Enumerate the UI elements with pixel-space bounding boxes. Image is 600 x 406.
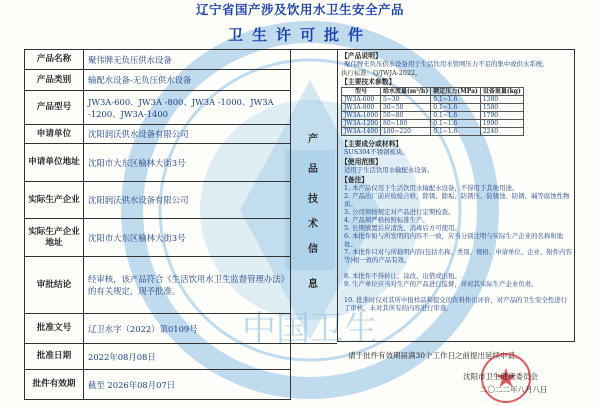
note-item: 6. 本批件如与所发明的内容不一致，应当分别注明与实际生产企业的名称和地址。	[344, 232, 564, 248]
label-product-model: 产品型号	[25, 91, 84, 124]
spec-cell: JW3A-1200	[342, 120, 381, 128]
spec-cell: 50~80	[381, 112, 431, 120]
document-subtitle: 卫生许可批件	[227, 26, 372, 44]
tech-label-char: 品	[308, 164, 318, 175]
label-approval-number: 批准文号	[25, 314, 84, 343]
row-approval-date	[25, 344, 290, 370]
product-desc-heading: 【产品说明】	[341, 52, 382, 60]
renewal-note: 请于批件有效期届满30个工作日之前提出延续申请。	[348, 351, 523, 360]
value-applicant: 沈阳润沃供水设备有限公司	[88, 129, 189, 139]
spec-col-header: 给水流量(m³/h)	[381, 88, 431, 96]
label-product-category: 产品类别	[25, 70, 84, 90]
row-applicant-address	[25, 144, 290, 182]
row-validity	[25, 370, 290, 399]
spec-cell: 0.1~1.6	[431, 128, 481, 136]
row-product-category	[25, 70, 290, 91]
spec-cell: 80~180	[381, 120, 431, 128]
note-item: 4. 产品须严格按照标准生产。	[344, 216, 429, 224]
spec-row	[342, 112, 524, 120]
spec-cell: 0.1~1.6	[431, 112, 481, 120]
value-product-name: 聚伟牌无负压供水设备	[88, 54, 172, 65]
approval-info-table	[24, 49, 291, 400]
note-item: 5. 长期放置后应清洗、消毒后方可使用。	[344, 224, 461, 232]
label-manufacturer: 实际生产企业	[25, 182, 84, 218]
spec-table	[341, 87, 524, 136]
tech-label-char: 术	[308, 219, 318, 230]
tech-label-char: 息	[308, 279, 318, 290]
issuing-authority: 沈阳市卫生健康委员会	[463, 372, 538, 381]
issue-date: 二〇二二年八月八日	[480, 385, 548, 394]
document-title: 辽宁省国产涉及饮用水卫生安全产品	[195, 2, 404, 17]
note-item: 9. 生产单位应当对生产的产品进行监督，并对其实际生产企业负责。	[344, 280, 538, 288]
spec-cell: 1580	[480, 104, 523, 112]
label-manufacturer-address: 实际生产企业地址	[25, 219, 84, 256]
spec-cell: 1380	[480, 96, 523, 104]
use-text: 适用于生活饮用水输配水设备。	[344, 166, 434, 174]
label-applicant: 申请单位	[25, 125, 84, 143]
spec-cell: 1990	[480, 120, 523, 128]
standard-text: 执行标准：Q/JWJA-2022。	[341, 69, 422, 77]
label-validity: 批件有效期	[25, 370, 84, 399]
value-review-conclusion: 经审核，该产品符合《生活饮用水卫生监督管理办法》的有关规定，现予批准。	[88, 274, 285, 296]
label-applicant-address: 申请单位地址	[25, 144, 84, 181]
spec-cell: JW3A-800	[342, 104, 381, 112]
use-heading: 【使用范围】	[341, 158, 382, 166]
spec-cell: JW3A-1000	[342, 112, 381, 120]
spec-row	[342, 120, 524, 128]
technical-info-panel	[337, 49, 575, 342]
technical-info-label	[289, 49, 337, 344]
value-product-category: 输配水设备-无负压供水设备	[88, 75, 192, 85]
spec-cell: 2240	[480, 128, 523, 136]
tech-label-char: 信	[308, 244, 318, 255]
material-text: SUS304不锈钢板块。	[344, 148, 409, 156]
spec-cell: 30~50	[381, 104, 431, 112]
value-validity: 截至 2026年08月07日	[88, 379, 176, 390]
spec-col-header: 额定压力(MPa)	[431, 88, 481, 96]
row-product-name	[25, 50, 290, 70]
label-product-name: 产品名称	[25, 50, 84, 69]
spec-col-header: 设备重量(kg)	[480, 88, 523, 96]
tech-label-char: 产	[308, 134, 318, 145]
note-item: 8. 本批件不得转让、涂改、出借或出租。	[344, 272, 461, 280]
value-product-model: JW3A-600、JW3A -800、JW3A -1000、JW3A -1200、JW3A-1400	[88, 96, 274, 119]
row-product-model	[25, 91, 290, 125]
label-approval-date: 批准日期	[25, 344, 84, 369]
product-desc-text: 聚伟牌无负压供水设备用于生活饮用水管网压力不足的集中或供水系统。	[344, 60, 549, 68]
spec-row	[342, 128, 524, 136]
row-manufacturer-address	[25, 219, 290, 257]
spec-cell: 180~220	[381, 128, 431, 136]
spec-cell: JW3A-600	[342, 96, 381, 104]
note-item: 10. 批准时仅对其所申报样品和提交的资料作出评价，对产品的卫生安全性进行了审核，未对其所有的内容进行审查。	[344, 296, 568, 312]
spec-heading: 【主要技术参数】	[341, 78, 396, 86]
note-item: 7. 本批件只对与所载明内容(包括名称、类别、规格、申请单位、企业、附件内容等)相一致的产品有效。	[344, 248, 572, 264]
note-item: 1. 本产品仅用于生活饮用水输配水设备，不得用于其他用途。	[344, 184, 519, 192]
value-approval-number: 辽卫水字（2022）第0109号	[88, 323, 198, 334]
value-manufacturer-address: 沈阳市大东区榆林大街3号	[88, 232, 186, 243]
notes-heading: 【备注】	[341, 176, 369, 184]
spec-cell: 0.1~1.6	[431, 104, 481, 112]
row-manufacturer	[25, 182, 290, 219]
spec-col-header: 型号	[342, 88, 381, 96]
value-applicant-address: 沈阳市大东区榆林大街3号	[88, 157, 186, 168]
row-approval-number	[25, 314, 290, 344]
value-approval-date: 2022年08月08日	[88, 351, 156, 362]
spec-cell: 0.1~1.6	[431, 120, 481, 128]
note-item: 3. 公司须按规定对产品进行定期检查。	[344, 208, 455, 216]
spec-cell: 5~30	[381, 96, 431, 104]
value-manufacturer: 沈阳润沃供水设备有限公司	[88, 195, 189, 205]
spec-cell: 1790	[480, 112, 523, 120]
row-review-conclusion	[25, 257, 290, 314]
row-applicant	[25, 125, 290, 144]
watermark-center-text: 中国卫生	[242, 309, 378, 349]
note-item: 2. 产品出厂前应检验合格，除锈、除垢、防锈压、防锈蚀、防锈、碱等腐蚀性物质。	[344, 192, 570, 208]
label-review-conclusion: 审批结论	[25, 257, 84, 313]
spec-row	[342, 96, 524, 104]
tech-label-char: 技	[308, 194, 318, 205]
material-heading: 【主要成分或材料】	[341, 140, 403, 148]
spec-header-row	[342, 88, 524, 96]
spec-cell: 0.1~1.6	[431, 96, 481, 104]
spec-row	[342, 104, 524, 112]
spec-cell: JW3A-1400	[342, 128, 381, 136]
